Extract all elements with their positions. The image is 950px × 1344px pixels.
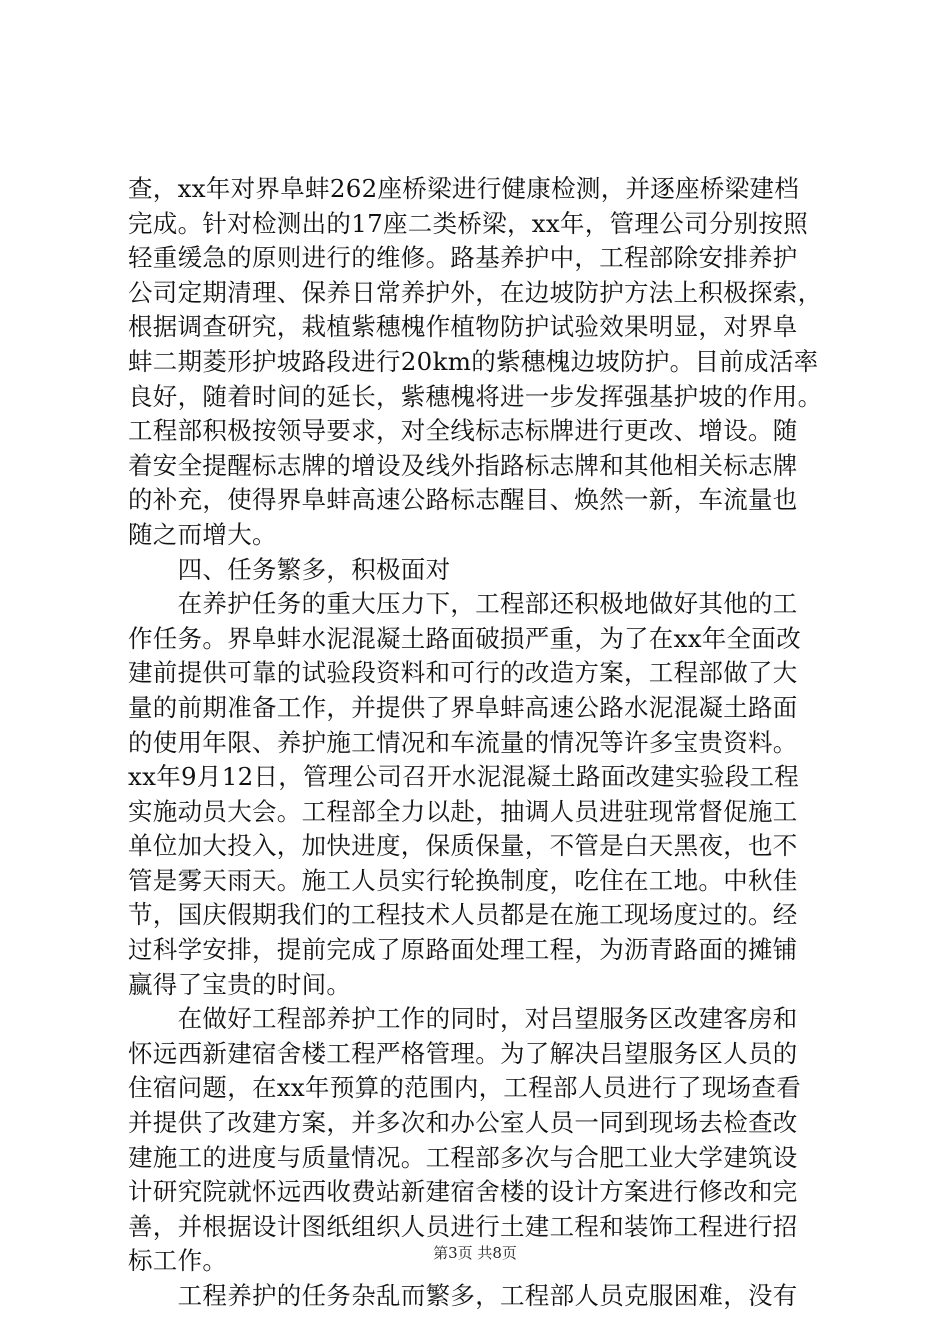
text-line: 实施动员大会。工程部全力以赴，抽调人员进驻现常督促施工	[128, 796, 798, 826]
text-line: 怀远西新建宿舍楼工程严格管理。为了解决吕望服务区人员的	[128, 1038, 798, 1068]
text-line: 着安全提醒标志牌的增设及线外指路标志牌和其他相关标志牌	[128, 450, 798, 480]
text-line: 的使用年限、养护施工情况和车流量的情况等许多宝贵资料。	[128, 727, 798, 757]
text-line: 建施工的进度与质量情况。工程部多次与合肥工业大学建筑设	[128, 1142, 798, 1172]
text-line: 查，xx年对界阜蚌262座桥梁进行健康检测，并逐座桥梁建档	[128, 174, 800, 203]
text-line: 随之而增大。	[128, 519, 277, 549]
text-line: 住宿问题，在xx年预算的范围内，工程部人员进行了现场查看	[128, 1073, 802, 1103]
text-line: 蚌二期菱形护坡路段进行20km的紫穗槐边坡防护。目前成活率	[128, 346, 819, 376]
text-line: 工程部积极按领导要求，对全线标志标牌进行更改、增设。随	[128, 416, 798, 446]
text-line: 标工作。	[128, 1246, 228, 1276]
text-line: 善，并根据设计图纸组织人员进行土建工程和装饰工程进行招	[128, 1211, 798, 1241]
text-line: 作任务。界阜蚌水泥混凝土路面破损严重，为了在xx年全面改	[128, 623, 802, 653]
section-heading: 四、任务繁多，积极面对	[128, 554, 451, 584]
text-line: 的补充，使得界阜蚌高速公路标志醒目、焕然一新，车流量也	[128, 485, 798, 515]
document-body	[128, 172, 824, 1314]
text-line: 完成。针对检测出的17座二类桥梁，xx年，管理公司分别按照	[128, 208, 809, 238]
text-line: 工程养护的任务杂乱而繁多，工程部人员克服困难，没有	[128, 1281, 798, 1310]
page-number: 第3页 共8页	[433, 1244, 517, 1262]
text-line: 节，国庆假期我们的工程技术人员都是在施工现场度过的。经	[128, 900, 798, 930]
text-line: 公司定期清理、保养日常养护外，在边坡防护方法上积极探索，	[128, 277, 823, 307]
text-line: 计研究院就怀远西收费站新建宿舍楼的设计方案进行修改和完	[128, 1177, 798, 1207]
text-line: 过科学安排，提前完成了原路面处理工程，为沥青路面的摊铺	[128, 935, 798, 965]
text-line: 单位加大投入，加快进度，保质保量，不管是白天黑夜，也不	[128, 831, 798, 861]
text-line: 良好，随着时间的延长，紫穗槐将进一步发挥强基护坡的作用。	[128, 381, 823, 411]
text-line: 管是雾天雨天。施工人员实行轮换制度，吃住在工地。中秋佳	[128, 865, 798, 895]
text-line: 建前提供可靠的试验段资料和可行的改造方案，工程部做了大	[128, 658, 798, 688]
text-line: xx年9月12日，管理公司召开水泥混凝土路面改建实验段工程	[128, 762, 800, 792]
text-line: 轻重缓急的原则进行的维修。路基养护中，工程部除安排养护	[128, 243, 798, 273]
text-line: 在养护任务的重大压力下，工程部还积极地做好其他的工	[128, 589, 798, 619]
text-line: 在做好工程部养护工作的同时，对吕望服务区改建客房和	[128, 1004, 798, 1034]
text-line: 根据调查研究，栽植紫穗槐作植物防护试验效果明显，对界阜	[128, 312, 798, 342]
text-line: 赢得了宝贵的时间。	[128, 969, 352, 999]
text-line: 量的前期准备工作，并提供了界阜蚌高速公路水泥混凝土路面	[128, 692, 798, 722]
text-line: 并提供了改建方案，并多次和办公室人员一同到现场去检查改	[128, 1108, 798, 1138]
